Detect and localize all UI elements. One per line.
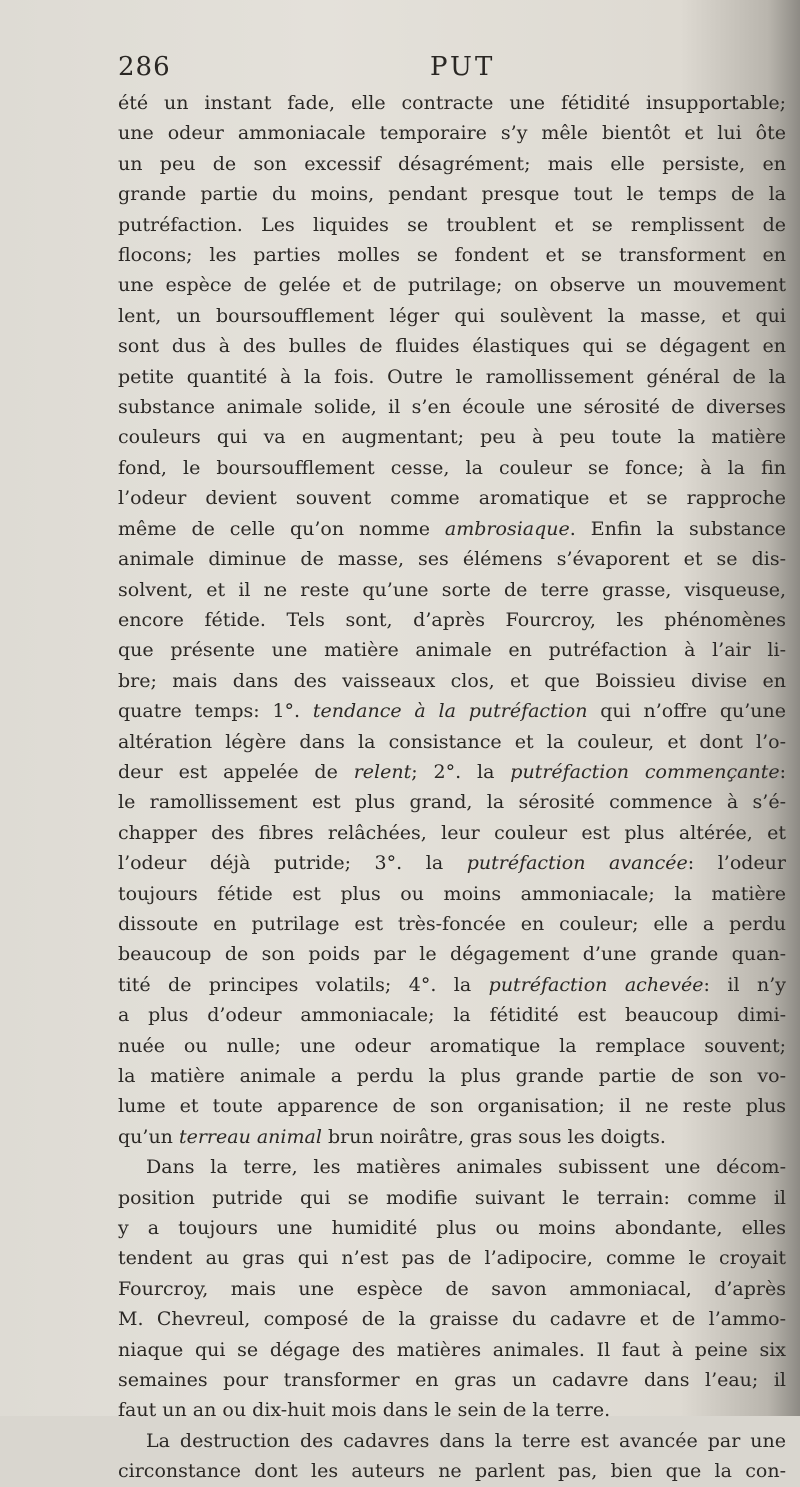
text-line: animale diminue de masse, ses élémens s’évaporent et se dis- [118, 548, 786, 571]
text-line: y a toujours une humidité plus ou moins abondante, elles [118, 1217, 786, 1240]
text-line: deur est appelée de relent; 2°. la putréfaction commençante: [118, 760, 786, 783]
text-line: même de celle qu’on nomme ambrosiaque. Enfin la substance [118, 517, 786, 540]
text-line: la matière animale a perdu la plus grande partie de son vo- [118, 1065, 786, 1087]
text-line: Fourcroy, mais une espèce de savon ammoniacal, d’après [118, 1277, 786, 1300]
text-line: putréfaction. Les liquides se troublent et se remplissent de [118, 213, 786, 236]
italic-term: tendance à la putréfaction [312, 700, 588, 723]
text-line: La destruction des cadavres dans la terre est avancée par une [146, 1429, 786, 1452]
page-number: 286 [118, 52, 171, 82]
italic-term: ambrosiaque [444, 517, 570, 540]
text-line: position putride qui se modifie suivant le terrain: comme il [118, 1186, 786, 1209]
text-line: une odeur ammoniacale temporaire s’y mêle bientôt et lui ôte [118, 122, 786, 145]
text-line: l’odeur déjà putride; 3°. la putréfaction avancée: l’odeur [118, 852, 786, 875]
text-line: semaines pour transformer en gras un cadavre dans l’eau; il [118, 1369, 786, 1392]
text-line: circonstance dont les auteurs ne parlent pas, bien que la con- [118, 1460, 786, 1483]
running-head: PUT [430, 52, 496, 82]
text-line: solvent, et il ne reste qu’une sorte de terre grasse, visqueuse, [118, 578, 786, 601]
text-line: tité de principes volatils; 4°. la putréfaction achevée: il n’y [118, 973, 786, 996]
text-line: bre; mais dans des vaisseaux clos, et que Boissieu divise en [118, 669, 786, 692]
text-line: flocons; les parties molles se fondent et se transforment en [118, 244, 786, 267]
italic-term: putréfaction commençante [510, 760, 780, 783]
text-line: grande partie du moins, pendant presque tout le temps de la [118, 183, 786, 206]
text-line: petite quantité à la fois. Outre le ramollissement général de la [118, 365, 786, 388]
italic-term: putréfaction achevée [488, 973, 704, 996]
text-line: quatre temps: 1°. tendance à la putréfaction qui n’offre qu’une [118, 700, 786, 723]
text-line: que présente une matière animale en putréfaction à l’air li- [118, 639, 786, 662]
text-line: chapper des fibres relâchées, leur couleur est plus altérée, et [118, 821, 786, 844]
text-line: une espèce de gelée et de putrilage; on observe un mouvement [118, 274, 786, 297]
text-line: tendent au gras qui n’est pas de l’adipocire, comme le croyait [118, 1247, 786, 1270]
text-line: faut un an ou dix-huit mois dans le sein de la terre. [118, 1399, 611, 1422]
text-line: lume et toute apparence de son organisation; il ne reste plus [118, 1095, 786, 1118]
text-line: a plus d’odeur ammoniacale; la fétidité est beaucoup dimi- [118, 1004, 786, 1027]
text-line: beaucoup de son poids par le dégagement d’une grande quan- [118, 943, 786, 966]
text-line: M. Chevreul, composé de la graisse du cadavre et de l’ammo- [118, 1308, 786, 1331]
text-line: nuée ou nulle; une odeur aromatique la remplace souvent; [118, 1034, 786, 1057]
text-line: toujours fétide est plus ou moins ammoniacale; la matière [118, 882, 786, 905]
text-line: Dans la terre, les matières animales subissent une décom- [146, 1156, 786, 1179]
text-line: un peu de son excessif désagrément; mais elle persiste, en [118, 152, 786, 175]
text-line: le ramollissement est plus grand, la sérosité commence à s’é- [118, 791, 786, 814]
italic-term: terreau animal [178, 1125, 322, 1148]
italic-term: relent [353, 760, 412, 783]
italic-term: putréfaction avancée [466, 852, 688, 875]
text-line: niaque qui se dégage des matières animales. Il faut à peine six [118, 1338, 786, 1361]
text-line: qu’un terreau animal brun noirâtre, gras sous les doigts. [118, 1125, 666, 1148]
text-line: substance animale solide, il s’en écoule une sérosité de diverses [118, 396, 786, 419]
text-line: l’odeur devient souvent comme aromatique et se rapproche [118, 487, 786, 510]
page-header [118, 52, 778, 88]
text-line: dissoute en putrilage est très-foncée en couleur; elle a perdu [118, 912, 786, 935]
text-line: encore fétide. Tels sont, d’après Fourcroy, les phénomènes [118, 608, 786, 631]
body-text [118, 88, 786, 1487]
text-line: été un instant fade, elle contracte une fétidité insupportable; [118, 92, 786, 114]
text-line: lent, un boursoufflement léger qui soulèvent la masse, et qui [118, 304, 786, 327]
text-line: sont dus à des bulles de fluides élastiques qui se dégagent en [118, 335, 786, 358]
text-line: altération légère dans la consistance et la couleur, et dont l’o- [118, 730, 786, 753]
text-line: fond, le boursoufflement cesse, la couleur se fonce; à la fin [118, 456, 786, 479]
text-line: couleurs qui va en augmentant; peu à peu toute la matière [118, 426, 786, 449]
